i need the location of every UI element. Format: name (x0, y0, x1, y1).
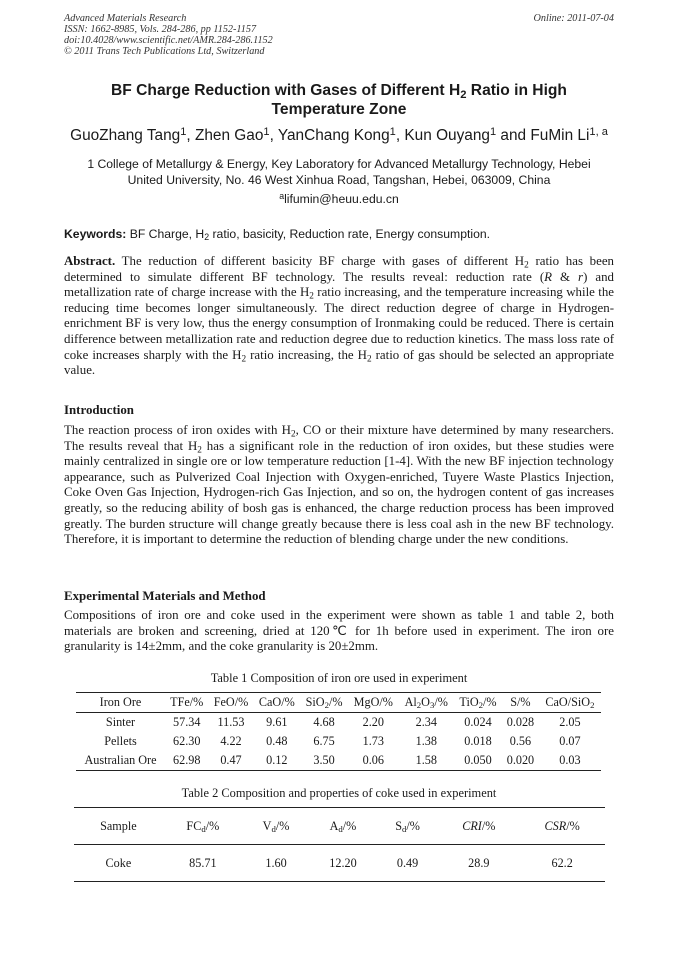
author-affiliation-marker: 1 (489, 126, 497, 139)
table-cell: Sinter (105, 715, 136, 729)
header-text: /% (566, 818, 580, 833)
abstract-text: & (552, 269, 579, 284)
header-text: FC (186, 818, 202, 833)
table-cell: 0.024 (464, 715, 492, 729)
table-2-body (74, 845, 605, 882)
email-marker: a (279, 191, 285, 202)
header-subscript: d (401, 823, 407, 834)
keywords-text: BF Charge, H (126, 227, 205, 241)
author-name: YanChang Kong (277, 127, 390, 144)
header-text: CaO/SiO (545, 695, 591, 709)
header-text: Al (404, 695, 417, 709)
abstract-text: ratio increasing, the H (246, 347, 367, 362)
author-list (40, 126, 638, 146)
table-cell: 4.68 (313, 715, 335, 729)
table-header-cell (163, 808, 243, 845)
author-name: Kun Ouyang (404, 127, 490, 144)
author-separator: , (186, 127, 195, 144)
author-separator: , (395, 127, 405, 144)
table-header-cell (348, 693, 399, 713)
table-header-cell (74, 808, 163, 845)
table-cell: 0.028 (506, 715, 535, 729)
abstract-italic: r (578, 269, 584, 284)
introduction-body (64, 423, 614, 548)
header-text: /% (406, 818, 420, 833)
author-separator: and (496, 127, 531, 144)
table-header-cell (438, 808, 519, 845)
title-line-2: Temperature Zone (271, 101, 407, 118)
header-text: CRI (462, 818, 482, 833)
table-cell: Coke (105, 855, 132, 870)
table-cell: 62.30 (173, 734, 201, 748)
header-text: /% (481, 818, 496, 833)
table-cell: 1.60 (265, 855, 287, 870)
table-cell: 0.03 (559, 753, 581, 767)
abstract-text: ratio of gas should be selected an appropriate value. (64, 347, 615, 378)
affiliation-line: United University, No. 46 West Xinhua Road, Tangshan, Hebei, 063009, China (127, 173, 551, 187)
table-cell: 0.47 (220, 753, 242, 767)
table-header-cell (165, 693, 208, 713)
table-cell: 9.61 (266, 715, 288, 729)
title-part: Ratio in High (466, 82, 567, 99)
table-1-header-row (76, 693, 601, 713)
author-affiliation-marker: 1 (263, 126, 270, 139)
abstract-italic: R (544, 269, 552, 284)
header-text: V (262, 818, 272, 833)
table-cell: 0.07 (559, 734, 581, 748)
journal-name: Advanced Materials Research (64, 13, 187, 24)
table-cell: Pellets (104, 734, 137, 748)
author-affiliation-marker: 1, a (589, 126, 608, 139)
introduction-text: The reaction process of iron oxides with H (64, 423, 291, 437)
table-cell: 0.020 (506, 753, 535, 767)
abstract (64, 254, 614, 379)
abstract-subscript: 2 (524, 260, 529, 271)
table-header-cell (502, 693, 539, 713)
author-name: Zhen Gao (194, 127, 264, 144)
journal-issn: ISSN: 1662-8985, Vols. 284-286, pp 1152-1157 (64, 24, 257, 35)
table-cell: 0.050 (464, 753, 492, 767)
header-text: O (421, 695, 430, 709)
table-cell: 4.22 (220, 734, 242, 748)
table-header-cell (519, 808, 605, 845)
table-row (76, 713, 601, 733)
journal-header (64, 13, 273, 57)
table-2 (74, 807, 605, 882)
table-2-caption: Table 2 Composition and properties of coke used in experiment (181, 786, 497, 800)
header-text: /% (483, 695, 497, 709)
table-header-cell (76, 693, 165, 713)
table-cell: 0.018 (464, 734, 492, 748)
table-header-cell (243, 808, 309, 845)
header-subscript: d (338, 823, 343, 834)
table-cell: 0.49 (396, 855, 419, 870)
journal-copyright: © 2011 Trans Tech Publications Ltd, Switzerland (64, 46, 265, 57)
header-text: CSR (544, 818, 567, 833)
table-header-cell (254, 693, 301, 713)
abstract-text: ) and metallization rate of charge increase with the H (64, 269, 614, 300)
online-date: Online: 2011-07-04 (533, 13, 614, 24)
header-text: S/% (510, 695, 531, 709)
table-1-caption: Table 1 Composition of iron ore used in experiment (210, 671, 468, 685)
abstract-subscript: 2 (366, 353, 372, 364)
experimental-body: Compositions of iron ore and coke used in the experiment were shown as table 1 and table 2, both materials are broken and screening, dried at 120℃ for 1h before used in experiment. The iron ore granularity is 14±2mm, and the coke granularity is 20±2mm. (64, 608, 614, 654)
table-cell: 3.50 (313, 753, 335, 767)
author-affiliation-marker: 1 (180, 126, 187, 139)
header-text: A (329, 818, 339, 833)
header-text: /% (205, 818, 220, 833)
paper-title (64, 81, 614, 119)
abstract-text: The reduction of different basicity BF charge with gases of different H (115, 254, 525, 268)
table-2-header-row (74, 808, 605, 845)
header-text: CaO/% (258, 695, 295, 709)
abstract-subscript: 2 (241, 353, 247, 364)
keywords-label: Keywords: (64, 227, 127, 241)
table-cell: 62.98 (173, 753, 201, 767)
table-cell: 12.20 (329, 855, 357, 870)
header-text: Sample (100, 818, 137, 833)
table-cell: 1.58 (415, 753, 437, 767)
header-text: TFe/% (170, 695, 204, 709)
table-cell: 62.2 (551, 855, 573, 870)
header-text: MgO/% (353, 695, 393, 709)
affiliation-line: 1 College of Metallurgy & Energy, Key Laboratory for Advanced Metallurgy Technology, Hebei (87, 157, 591, 171)
header-text: TiO (459, 695, 479, 709)
table-cell: 0.56 (509, 734, 532, 748)
introduction-text: , CO or their mixture have determined by many researchers. The results reveal that H (64, 423, 615, 453)
table-cell: 11.53 (217, 715, 245, 729)
table-row (74, 845, 605, 882)
affiliation (64, 156, 614, 188)
header-text: /% (342, 818, 357, 833)
introduction-text: has a significant role in the reduction of iron oxides, but these studies were mainly centralized in single ore or low temperature reduction [1-4]. With the new BF injection technology appearance, such as Pulverized Coal Injection with Oxygen-enriched, Tuyere Waste Plastics Injection, Coke Oven Gas Injection, Hydrogen-rich Gas Injection, and so on, the hydrogen content of gas increases greatly, so the reducing ability of bosh gas is enhanced, the charge reduction process has been improved greatly. The burden structure will change greatly because there is less coal ash in the new BF technology. Therefore, it is important to determine the reduction of blending charge under the new conditions. (64, 438, 615, 547)
table-row (76, 751, 601, 771)
header-text: S (395, 818, 402, 833)
table-cell: 2.20 (362, 715, 384, 729)
header-subscript: 2 (478, 700, 484, 711)
header-subscript: 2 (416, 700, 422, 711)
abstract-label: Abstract. (64, 254, 116, 268)
table-header-cell (399, 693, 454, 713)
keywords-subscript: 2 (204, 232, 210, 243)
header-text: FeO/% (213, 695, 249, 709)
table-cell: 28.9 (468, 855, 490, 870)
table-1 (76, 692, 601, 771)
header-subscript: 2 (590, 700, 595, 711)
journal-doi: doi:10.4028/www.scientific.net/AMR.284-286.1152 (64, 35, 273, 46)
header-subscript: 2 (324, 700, 329, 711)
header-subscript: d (271, 823, 276, 834)
table-header-cell (208, 693, 253, 713)
table-header-cell (454, 693, 502, 713)
author-email (64, 191, 614, 207)
table-cell: Australian Ore (84, 753, 157, 767)
experimental-heading: Experimental Materials and Method (64, 589, 266, 603)
abstract-text: ratio increasing, and the temperature increasing while the reducing time becomes longer simultaneously. The direct reduction degree of charge in Hydrogen-enrichment BF is very low, thus the energy consumption of Ironmaking could be reduced. There is certain difference between metallization rate and reduction degree due to reduction kinetics. The mass loss rate of coke increases sharply with the H (64, 285, 615, 362)
header-text: SiO (305, 695, 325, 709)
header-text: /% (434, 695, 448, 709)
header-subscript: d (201, 823, 206, 834)
table-cell: 1.38 (415, 734, 437, 748)
author-name: FuMin Li (530, 127, 590, 144)
table-header-cell (539, 693, 601, 713)
keywords (64, 226, 614, 242)
title-part: BF Charge Reduction with Gases of Different H (111, 82, 461, 99)
email-address[interactable]: lifumin@heuu.edu.cn (284, 192, 399, 206)
table-cell: 2.05 (559, 715, 581, 729)
introduction-subscript: 2 (290, 429, 296, 440)
table-header-cell (300, 693, 348, 713)
abstract-text: ratio has been determined to simulate different BF technology. The results reveal: reduction rate ( (64, 254, 615, 284)
author-name: GuoZhang Tang (70, 127, 181, 144)
table-cell: 2.34 (415, 715, 437, 729)
table-cell: 0.06 (362, 753, 384, 767)
table-header-cell (309, 808, 377, 845)
table-cell: 57.34 (173, 715, 201, 729)
title-subscript: 2 (460, 88, 467, 101)
introduction-subscript: 2 (197, 444, 202, 455)
header-subscript: 3 (429, 700, 435, 711)
table-cell: 1.73 (362, 734, 384, 748)
table-cell: 0.12 (266, 753, 288, 767)
header-text: /% (275, 818, 290, 833)
table-cell: 85.71 (189, 855, 217, 870)
table-header-cell (377, 808, 438, 845)
header-text: /% (328, 695, 343, 709)
author-affiliation-marker: 1 (389, 126, 396, 139)
author-separator: , (269, 127, 278, 144)
table-cell: 0.48 (266, 734, 288, 748)
table-cell: 6.75 (313, 734, 335, 748)
header-text: Iron Ore (99, 695, 142, 709)
introduction-heading: Introduction (64, 403, 134, 417)
table-1-body (76, 713, 601, 771)
abstract-subscript: 2 (309, 291, 314, 302)
keywords-text: ratio, basicity, Reduction rate, Energy consumption. (209, 227, 491, 241)
table-row (76, 732, 601, 751)
